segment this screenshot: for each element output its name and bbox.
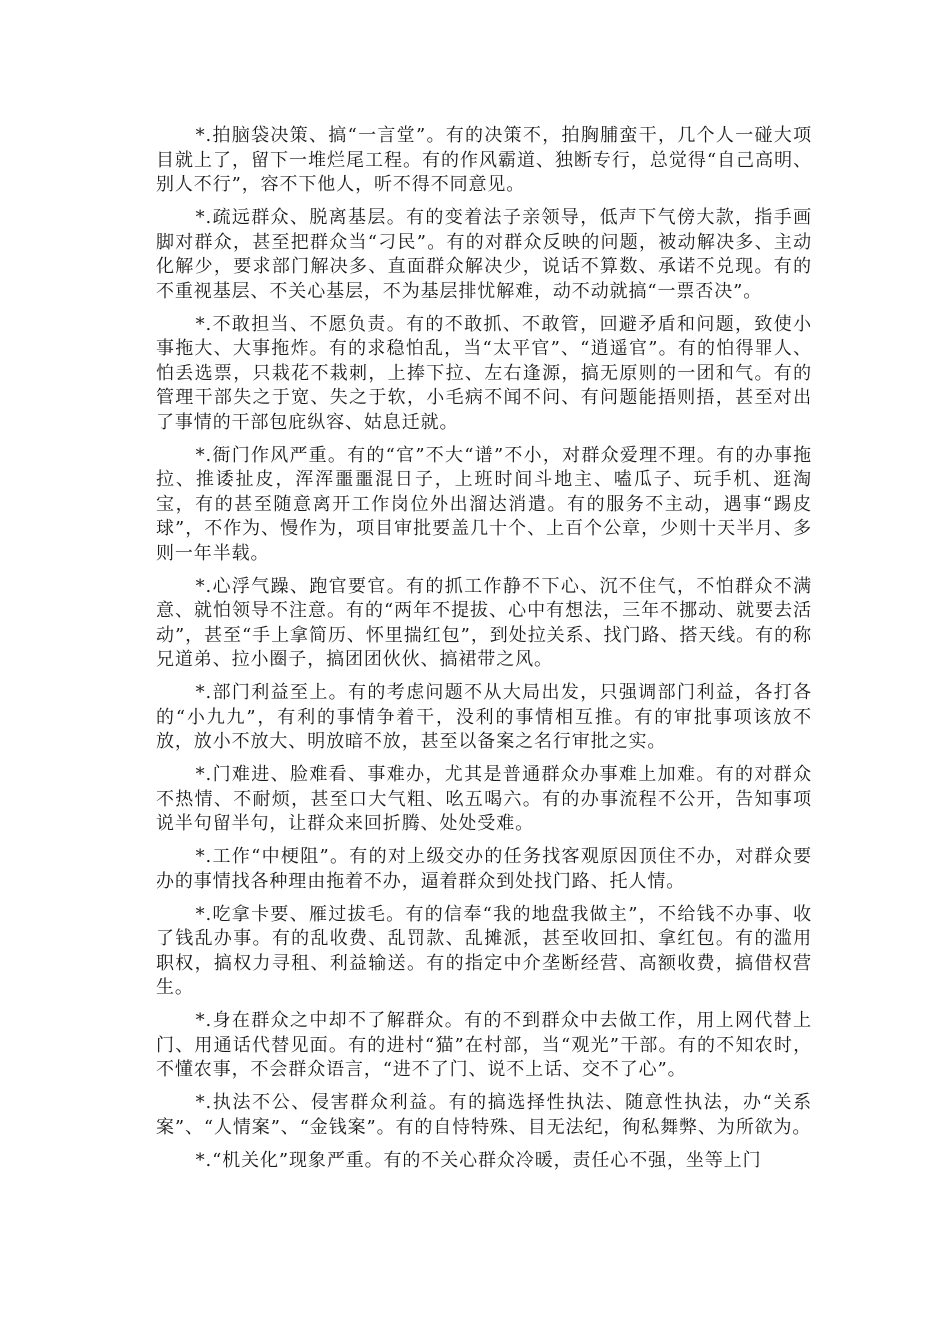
paragraph-1: *.拍脑袋决策、搞“一言堂”。有的决策不，拍胸脯蛮干，几个人一碰大项目就上了，留下一堆烂尾工程。有的作风霸道、独断专行，总觉得“自己高明、别人不行”，容不下他人，听不得不同意见。 (156, 125, 812, 195)
paragraph-8: *.工作“中梗阻”。有的对上级交办的任务找客观原因顶住不办，对群众要办的事情找各种理由拖着不办，逼着群众到处找门路、托人情。 (156, 846, 812, 892)
paragraph-10: *.身在群众之中却不了解群众。有的不到群众中去做工作，用上网代替上门、用通话代替见面。有的进村“猫”在村部，当“观光”干部。有的不知农时，不懂农事，不会群众语言，“进不了门、说不上话、交不了心”。 (156, 1010, 812, 1080)
document-body (156, 124, 812, 1182)
paragraph-5: *.心浮气躁、跑官要官。有的抓工作静不下心、沉不住气，不怕群众不满意、就怕领导不注意。有的“两年不提拔、心中有想法，三年不挪动、就要去活动”，甚至“手上拿简历、怀里揣红包”，到处拉关系、找门路、搭天线。有的称兄道弟、拉小圈子，搞团团伙伙、搞裙带之风。 (156, 575, 812, 670)
paragraph-12: *.“机关化”现象严重。有的不关心群众冷暖，责任心不强，坐等上门 (195, 1149, 762, 1171)
paragraph-7: *.门难进、脸难看、事难办，尤其是普通群众办事难上加难。有的对群众不热情、不耐烦，甚至口大气粗、吆五喝六。有的办事流程不公开，告知事项说半句留半句，让群众来回折腾、处处受难。 (156, 764, 812, 834)
paragraph-2: *.疏远群众、脱离基层。有的变着法子亲领导，低声下气傍大款，指手画脚对群众，甚至把群众当“刁民”。有的对群众反映的问题，被动解决多、主动化解少，要求部门解决多、直面群众解决少，说话不算数、承诺不兑现。有的不重视基层、不关心基层，不为基层排忧解难，动不动就搞“一票否决”。 (156, 207, 812, 302)
paragraph-6: *.部门利益至上。有的考虑问题不从大局出发，只强调部门利益，各打各的“小九九”，有利的事情争着干，没利的事情相互推。有的审批事项该放不放，放小不放大、明放暗不放，甚至以备案之名行审批之实。 (156, 682, 812, 752)
paragraph-9: *.吃拿卡要、雁过拔毛。有的信奉“我的地盘我做主”，不给钱不办事、收了钱乱办事。有的乱收费、乱罚款、乱摊派，甚至收回扣、拿红包。有的滥用职权，搞权力寻租、利益输送。有的指定中介垄断经营、高额收费，搞借权营生。 (156, 903, 812, 998)
paragraph-3: *.不敢担当、不愿负责。有的不敢抓、不敢管，回避矛盾和问题，致使小事拖大、大事拖炸。有的求稳怕乱，当“太平官”、“逍遥官”。有的怕得罪人、怕丢选票，只栽花不栽刺，上捧下拉、左右逢源，搞无原则的一团和气。有的管理干部失之于宽、失之于软，小毛病不闻不问、有问题能捂则捂，甚至对出了事情的干部包庇纵容、姑息迁就。 (156, 313, 812, 433)
paragraph-11: *.执法不公、侵害群众利益。有的搞选择性执法、随意性执法，办“关系案”、“人情案”、“金钱案”。有的自恃特殊、目无法纪，徇私舞弊、为所欲为。 (156, 1092, 812, 1138)
paragraph-4: *.衙门作风严重。有的“官”不大“谱”不小，对群众爱理不理。有的办事拖拉、推诿扯皮，浑浑噩噩混日子，上班时间斗地主、嗑瓜子、玩手机、逛淘宝，有的甚至随意离开工作岗位外出溜达消遣。有的服务不主动，遇事“踢皮球”，不作为、慢作为，项目审批要盖几十个、上百个公章，少则十天半月、多则一年半载。 (156, 444, 812, 564)
